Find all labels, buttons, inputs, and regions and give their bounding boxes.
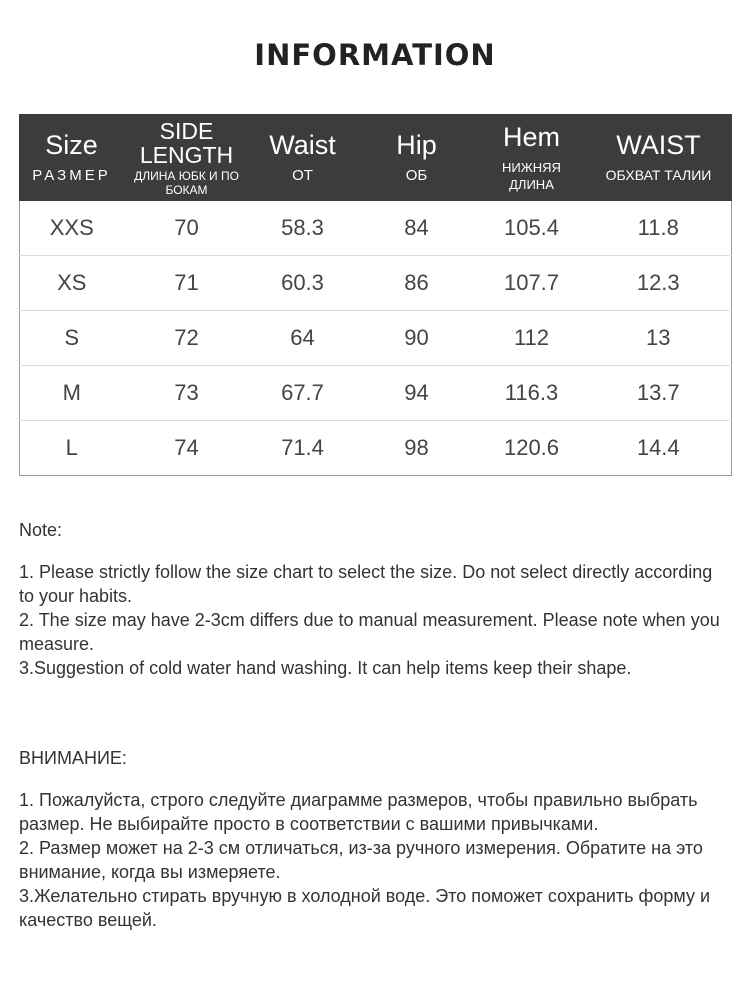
table-cell: 116.3: [478, 366, 586, 421]
note-item: 1. Please strictly follow the size chart to select the size. Do not select directly according to your habits.: [19, 562, 713, 606]
header-sub-label: ОБ: [405, 167, 428, 184]
page-title: INFORMATION: [254, 38, 496, 72]
table-cell: 98: [356, 421, 478, 476]
table-cell: 67.7: [250, 366, 356, 421]
header-hip: [356, 115, 478, 201]
table-cell: L: [20, 421, 124, 476]
table-cell: 90: [356, 311, 478, 366]
table-cell: S: [20, 311, 124, 366]
table-cell: 11.8: [586, 201, 732, 256]
table-row: [20, 421, 732, 476]
header-side-length: [124, 115, 250, 201]
table-cell: 74: [124, 421, 250, 476]
table-cell: 73: [124, 366, 250, 421]
table-cell: M: [20, 366, 124, 421]
table-cell: XXS: [20, 201, 124, 256]
header-main-label: SIDE LENGTH: [139, 117, 234, 168]
table-cell: 84: [356, 201, 478, 256]
note-heading: Note:: [19, 520, 63, 540]
table-cell: 105.4: [478, 201, 586, 256]
header-waist: [250, 115, 356, 201]
header-size: [20, 115, 124, 201]
table-cell: 112: [478, 311, 586, 366]
table-cell: 12.3: [586, 256, 732, 311]
table-cell: 120.6: [478, 421, 586, 476]
header-sub-label: ДЛИНА ЮБК И ПО БОКАМ: [134, 168, 239, 197]
header-main-label: Size: [45, 130, 98, 160]
header-main-label: WAIST: [616, 130, 701, 160]
header-main-label: Waist: [269, 130, 336, 160]
table-header-row: [20, 115, 732, 201]
header-sub-label: НИЖНЯЯ ДЛИНА: [502, 159, 561, 192]
notes-english: [19, 518, 731, 680]
table-row: [20, 366, 732, 421]
size-chart-table: [19, 114, 732, 476]
note-heading: ВНИМАНИЕ:: [19, 748, 127, 768]
header-sub-label: РАЗМЕР: [32, 167, 111, 184]
header-sub-label: ОТ: [292, 167, 313, 184]
table-cell: 71: [124, 256, 250, 311]
table-cell: 14.4: [586, 421, 732, 476]
note-item: 1. Пожалуйста, строго следуйте диаграмме размеров, чтобы правильно выбрать размер. Не выбирайте просто в соответствии с вашими привычками.: [19, 790, 698, 834]
table-cell: 13: [586, 311, 732, 366]
table-cell: 71.4: [250, 421, 356, 476]
table-cell: 13.7: [586, 366, 732, 421]
note-item: 2. The size may have 2-3cm differs due to manual measurement. Please note when you measure.: [19, 610, 720, 654]
table-cell: 107.7: [478, 256, 586, 311]
table-cell: 86: [356, 256, 478, 311]
header-main-label: Hem: [502, 121, 560, 152]
header-main-label: Hip: [396, 130, 437, 160]
note-item: 3.Желательно стирать вручную в холодной воде. Это поможет сохранить форму и качество вещей.: [19, 886, 711, 930]
header-sub-label: ОБХВАТ ТАЛИИ: [605, 167, 712, 183]
notes-russian: [19, 746, 731, 932]
table-cell: 60.3: [250, 256, 356, 311]
note-item: 2. Размер может на 2-3 см отличаться, из-за ручного измерения. Обратите на это внимание, когда вы измеряете.: [19, 838, 703, 882]
table-cell: 94: [356, 366, 478, 421]
table-cell: XS: [20, 256, 124, 311]
table-row: [20, 256, 732, 311]
table-cell: 64: [250, 311, 356, 366]
table-row: [20, 201, 732, 256]
note-item: 3.Suggestion of cold water hand washing. It can help items keep their shape.: [19, 658, 632, 678]
header-hem: [478, 115, 586, 201]
table-cell: 70: [124, 201, 250, 256]
header-waist-circumference: [586, 115, 732, 201]
table-cell: 72: [124, 311, 250, 366]
table-cell: 58.3: [250, 201, 356, 256]
table-row: [20, 311, 732, 366]
